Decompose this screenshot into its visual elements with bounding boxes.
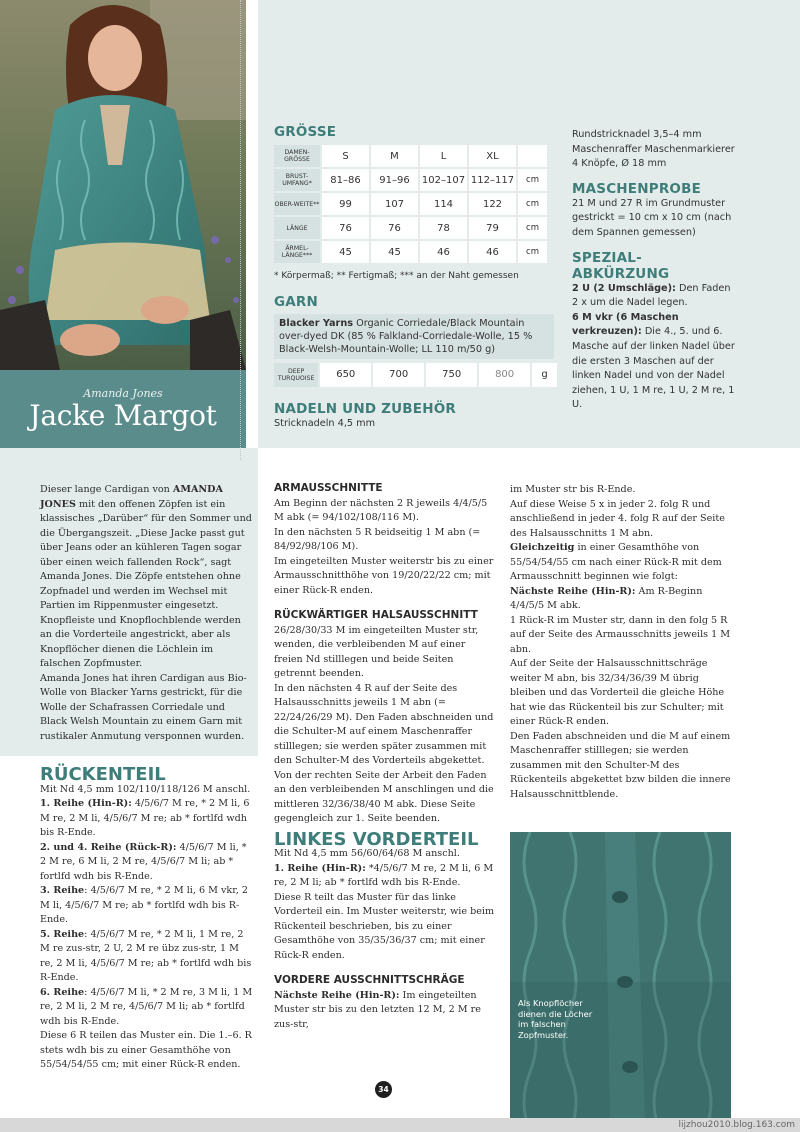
row-text: 4/5/6/7 M li, * 2 M re, 6 M li, 2 M re, 4/5/6/7 M li; ab * fortlfd wdh bis R-Ende. [40,841,247,882]
instruction: im Muster str bis R-Ende. [510,484,636,495]
size-table [272,143,549,265]
instruction [510,541,732,585]
abbreviation-item [572,282,738,311]
intro-part: Amanda Jones hat ihren Cardigan aus Bio-Wolle von Blacker Yarns gestrickt, für die Wolle der Schafrassen Corriedale und Black Welsh Mountain zu einem Garn mit rustikaler Anmutung versponnen wurden. [40,672,247,742]
table-cell: 46 [469,241,516,263]
intro-part: mit den offenen Zöpfen ist ein klassisches „Darüber“ für den Sommer und die Übergangszeit. „Diese Jacke passt gut über Jeans oder an kühleren Tagen sogar über einen weich fallenden Rock“, sagt Amanda Jones. Die Zöpfe entstehen ohne Zopfnadel und werden im Wechsel mit Partien im Rippenmuster eingesetzt. Knopfleiste und Knopflochblende werden an die Vorderteile angestrickt, aber als Knopflöcher dienen die Löchlein im falschen Zopfmuster. [40,498,252,669]
row-title: 6. Reihe [40,986,85,998]
instruction: Auf diese Weise 5 x in jeder 2. folg R und anschließend in jeder 4. folg R auf der Seite des Halsausschnitts 1 M abn. [510,498,725,539]
row-title: Gleichzeitig [510,542,575,553]
accessories-text: Rundstricknadel 3,5–4 mm Maschenraffer Maschenmarkierer 4 Knöpfe, Ø 18 mm [572,129,735,170]
row-text: Am R-Beginn 4/4/5/5 M abk. [510,585,703,611]
instruction: Diese R teilt das Muster für das linke Vorderteil ein. Im Muster weiterstr, wie beim Rückenteil beschrieben, bis zu einer Gesamthöhe von 35/35/36/37 cm; mit einer Rück-R enden. [274,891,495,961]
table-cell: L [420,145,467,167]
row-title: 5. Reihe [40,928,85,940]
table-cell [518,145,547,167]
row-label: LÄNGE [274,217,320,239]
size-footnote: * Körpermaß; ** Fertigmaß; *** an der Naht gemessen [274,271,519,281]
table-cell: 76 [322,217,369,239]
table-cell: cm [518,193,547,215]
instruction: In den nächsten 4 R auf der Seite des Halsausschnitts jeweils 1 M abn (= 22/24/26/29 M). Den Faden abschneiden und die Schulter-M auf einem Maschenraffer stilllegen; sie werden später zusammen mit den Schulter-M des Vorderteils abgekettet. [274,682,494,766]
table-cell: 76 [371,217,418,239]
yarn-brand: Blacker Yarns [279,317,353,329]
instruction [40,884,254,928]
page-title: Jacke Margot [29,399,217,432]
column-three [510,483,732,802]
row-title: 1. Reihe (Hin-R): [274,862,366,874]
watermark: lijzhou2010.blog.163.com [678,1120,795,1130]
column-two [274,473,496,1032]
instruction [40,986,254,1030]
row-title: Nächste Reihe (Hin-R): [274,989,400,1001]
table-cell: 91–96 [371,169,418,191]
right-info-column [572,128,738,413]
table-cell: 114 [420,193,467,215]
size-section [274,124,559,431]
yarn-heading: GARN [274,293,319,310]
table-cell: 78 [420,217,467,239]
row-text: : 4/5/6/7 M li, * 2 M re, 3 M li, 1 M re, 2 M li, 2 M re, 4/5/6/7 M li; ab * fortlfd wdh bis R-Ende. [40,986,253,1027]
abbreviation-heading: SPEZIAL-ABKÜRZUNG [572,249,670,282]
needles-text: Stricknadeln 4,5 mm [274,417,376,429]
row-label: DAMEN-GRÖSSE [274,145,320,167]
back-neck-heading: RÜCKWÄRTIGER HALSAUSSCHNITT [274,609,478,621]
knit-detail-photo [510,832,731,1118]
abbreviation-term: 2 U (2 Umschläge): [572,282,676,294]
armholes-heading: ARMAUSSCHNITTE [274,482,383,494]
instruction: 1 Rück-R im Muster str, dann in den folg 5 R auf der Seite des Armausschnitts jeweils 1 M abn. [510,614,731,655]
instruction [40,841,254,885]
designer-name: AMANDA JONES [40,484,223,510]
page-number: 34 [375,1081,392,1098]
row-title: 2. und 4. Reihe (Rück-R): [40,841,177,853]
cardigan-photo [0,0,246,370]
table-cell: XL [469,145,516,167]
row-label: OBER-WEITE** [274,193,320,215]
yarn-table [272,361,559,389]
yarn-desc-text: Organic Corriedale/Black Mountain over-dyed DK (85 % Falkland-Corriedale-Wolle, 15 % Black-Welsh-Mountain-Wolle; LL 110 m/50 g) [279,317,533,355]
back-heading: RÜCKENTEIL [40,764,166,785]
instruction: Diese 6 R teilen das Muster ein. Die 1.–6. R stets wdh bis zu einer Gesamthöhe von 55/54/54/55 cm; mit einer Rück-R enden. [40,1030,252,1070]
abbreviation-text: Den Faden 2 x um die Nadel legen. [572,282,731,309]
table-cell: 750 [426,363,477,387]
row-text: : 4/5/6/7 M re, * 2 M li, 1 M re, 2 M re zus-str, 2 U, 2 M re übz zus-str, 1 M re, 2 M li, 4/5/6/7 M re; ab * fortlfd wdh bis R-Ende. [40,928,252,983]
row-label: BRUST-UMFANG* [274,169,320,191]
table-cell: S [322,145,369,167]
instruction [40,797,254,841]
row-text: *4/5/6/7 M re, 2 M li, 6 M re, 2 M li; ab * fortlfd wdh bis R-Ende. [274,862,494,888]
size-heading: GRÖSSE [274,124,337,140]
table-cell: 107 [371,193,418,215]
instruction: 26/28/30/33 M im eingeteilten Muster str, wenden, die verbleibenden M auf einer freien Nd stilllegen und beide Seiten getrennt beenden. [274,624,479,679]
table-cell: 81–86 [322,169,369,191]
instruction [40,928,254,986]
table-row [274,363,557,387]
instruction: Mit Nd 4,5 mm 102/110/118/126 M anschl. [40,783,251,795]
instruction: Den Faden abschneiden und die M auf einem Maschenraffer stilllegen; sie werden zusammen mit den Schulter-M des Rückenteils abgekettet bzw bilden die innere Halsausschnittblende. [510,730,731,800]
needles-heading: NADELN UND ZUBEHÖR [274,400,456,417]
row-text: 4/5/6/7 M re, * 2 M li, 6 M re, 2 M li, 4/5/6/7 M re; ab * fortlfd wdh bis R-Ende. [40,798,250,838]
instruction: Am Beginn der nächsten 2 R jeweils 4/4/5/5 M abk (= 94/102/108/116 M). [274,497,488,523]
row-text: Im eingeteilten Muster str bis zu den letzten 12 M, 2 M re zus-str, [274,989,481,1030]
instruction [274,989,496,1033]
table-cell: 99 [322,193,369,215]
dotted-divider [240,0,241,460]
table-row [274,145,547,167]
row-text: : 4/5/6/7 M re, * 2 M li, 6 M vkr, 2 M li, 4/5/6/7 M re; ab * fortlfd wdh bis R-Ende. [40,885,248,925]
table-row [274,241,547,263]
photo-caption: Als Knopflöcher dienen die Löcher im falschen Zopfmuster. [518,998,593,1040]
table-cell: 650 [320,363,371,387]
yarn-description [274,314,554,359]
table-cell: 45 [322,241,369,263]
table-cell: g [532,363,557,387]
instruction [274,862,496,891]
gauge-text: 21 M und 27 R im Grundmuster gestrickt = 10 cm x 10 cm (nach dem Spannen gemessen) [572,197,732,238]
instruction: Auf der Seite der Halsausschnittschräge weiter M abn, bis 32/34/36/39 M übrig bleiben und das Vorderteil die gleiche Höhe hat wie das Rückenteil bis zur Schulter; mit einer Rück-R enden. [510,658,725,727]
table-cell: 102–107 [420,169,467,191]
instruction: Mit Nd 4,5 mm 56/60/64/68 M anschl. [274,848,460,859]
row-label: ÄRMEL-LÄNGE*** [274,241,320,263]
instruction [510,585,732,614]
table-cell: cm [518,217,547,239]
table-row [274,217,547,239]
gauge-heading: MASCHENPROBE [572,180,702,197]
table-cell: 800 [479,363,530,387]
row-title: 1. Reihe (Hin-R): [40,798,132,809]
table-cell: 45 [371,241,418,263]
table-cell: 79 [469,217,516,239]
back-section [40,764,254,1073]
table-cell: cm [518,169,547,191]
abbreviation-text: Die 4., 5. und 6. Masche auf der linken Nadel über die ersten 3 Maschen auf der linken Nadel und von der Nadel ziehen, 1 U, 1 M re, 1 U, 2 M re, 1 U. [572,326,735,411]
row-title: 3. Reihe [40,885,85,896]
intro-text [40,483,252,744]
left-front-heading: LINKES VORDERTEIL [274,828,479,850]
table-cell: 700 [373,363,424,387]
table-cell: cm [518,241,547,263]
table-cell: 46 [420,241,467,263]
table-row [274,193,547,215]
front-neck-heading: VORDERE AUSSCHNITTSCHRÄGE [274,974,465,986]
table-cell: 112–117 [469,169,516,191]
table-cell: M [371,145,418,167]
abbreviation-term: 6 M vkr (6 Maschen verkreuzen): [572,311,679,338]
instruction: Im eingeteilten Muster weiterstr bis zu einer Armausschnitthöhe von 19/20/22/22 cm; mit einer Rück-R enden. [274,555,494,596]
abbreviation-item [572,311,738,413]
author-name: Amanda Jones [83,387,163,400]
table-row [274,169,547,191]
instruction: In den nächsten 5 R beidseitig 1 M abn (= 84/92/98/106 M). [274,526,481,552]
table-cell: 122 [469,193,516,215]
row-text: in einer Gesamthöhe von 55/54/54/55 cm nach einer Rück-R mit dem Armausschnitt beginnen wie folgt: [510,542,722,582]
title-box [0,370,246,448]
instruction: Von der rechten Seite der Arbeit den Faden an den verbleibenden M anschlingen und die mittleren 32/36/38/40 M abk. Diese Seite gegengleich zur 1. Seite beenden. [274,769,494,824]
row-title: Nächste Reihe (Hin-R): [510,585,636,597]
intro-part: Dieser lange Cardigan von [40,484,173,495]
yarn-color-label: DEEP TURQUOISE [274,363,318,387]
